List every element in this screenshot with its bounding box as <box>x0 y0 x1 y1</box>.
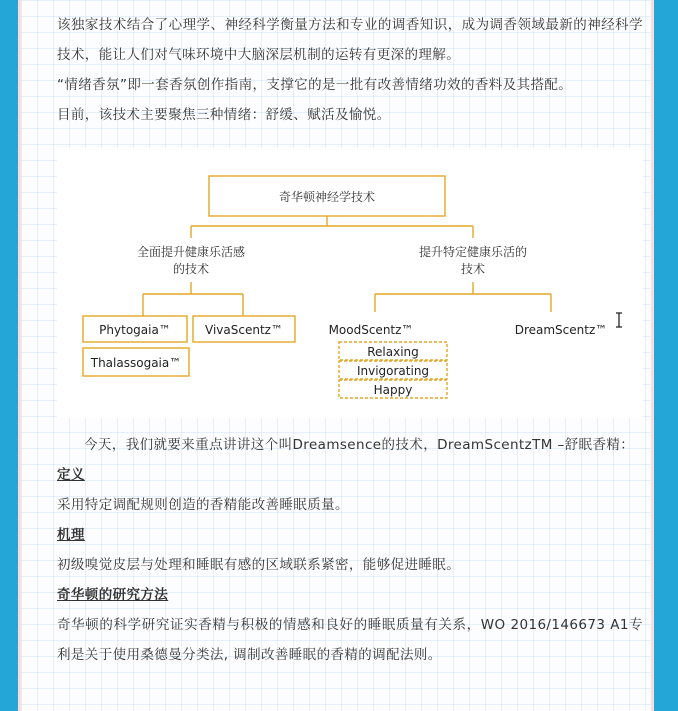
definition-heading: 定义 <box>57 467 85 483</box>
tree-diagram-svg <box>43 148 623 418</box>
research-method-text: 奇华顿的科学研究证实香精与积极的情感和良好的睡眠质量有关系，WO 2016/146673 A1专利是关于使用桑德曼分类法, 调制改善睡眠的香精的调配法则。 <box>57 617 643 663</box>
mechanism-heading: 机理 <box>57 527 85 543</box>
mechanism-text: 初级嗅觉皮层与处理和睡眠有感的区域联系紧密，能够促进睡眠。 <box>57 557 461 573</box>
text-cursor-icon <box>614 312 624 328</box>
intro-paragraph-3: 目前，该技术主要聚焦三种情绪：舒缓、赋活及愉悦。 <box>57 107 391 123</box>
left-margin-band <box>0 0 12 711</box>
left-branch-label-1: 全面提升健康乐活感 <box>136 245 246 259</box>
research-method-heading: 奇华顿的研究方法 <box>57 587 169 603</box>
thalassogaia-label: Thalassogaia™ <box>90 356 182 370</box>
article-content <box>57 10 643 670</box>
right-branch-label-2: 技术 <box>460 262 486 276</box>
definition-text: 采用特定调配规则创造的香精能改善睡眠质量。 <box>57 497 349 513</box>
happy-label: Happy <box>373 383 413 397</box>
phytogaia-label: Phytogaia™ <box>99 323 171 337</box>
left-branch-label-2: 的技术 <box>172 262 210 276</box>
root-label: 奇华顿神经学技术 <box>278 190 376 204</box>
intro-paragraph-1: 该独家技术结合了心理学、神经科学衡量方法和专业的调香知识，成为调香领域最新的神经科学技术，能让人们对气味环境中大脑深层机制的运转有更深的理解。 <box>57 17 643 63</box>
dreamscentz-label: DreamScentz™ <box>514 323 608 337</box>
invigorating-label: Invigorating <box>356 364 430 378</box>
right-margin-band <box>662 0 678 711</box>
intro-paragraph-2: “情绪香氛”即一套香氛创作指南，支撑它的是一批有改善情绪功效的香料及其搭配。 <box>57 77 573 93</box>
technology-tree-diagram <box>57 148 643 418</box>
moodscentz-label: MoodScentz™ <box>328 323 414 337</box>
vivascentz-label: VivaScentz™ <box>205 323 283 337</box>
right-branch-label-1: 提升特定健康乐活的 <box>418 245 528 259</box>
today-paragraph: 今天，我们就要来重点讲讲这个叫Dreamsence的技术，DreamScentzTM –舒眠香精： <box>84 437 635 453</box>
article-paper <box>18 0 654 711</box>
relaxing-label: Relaxing <box>367 345 419 359</box>
